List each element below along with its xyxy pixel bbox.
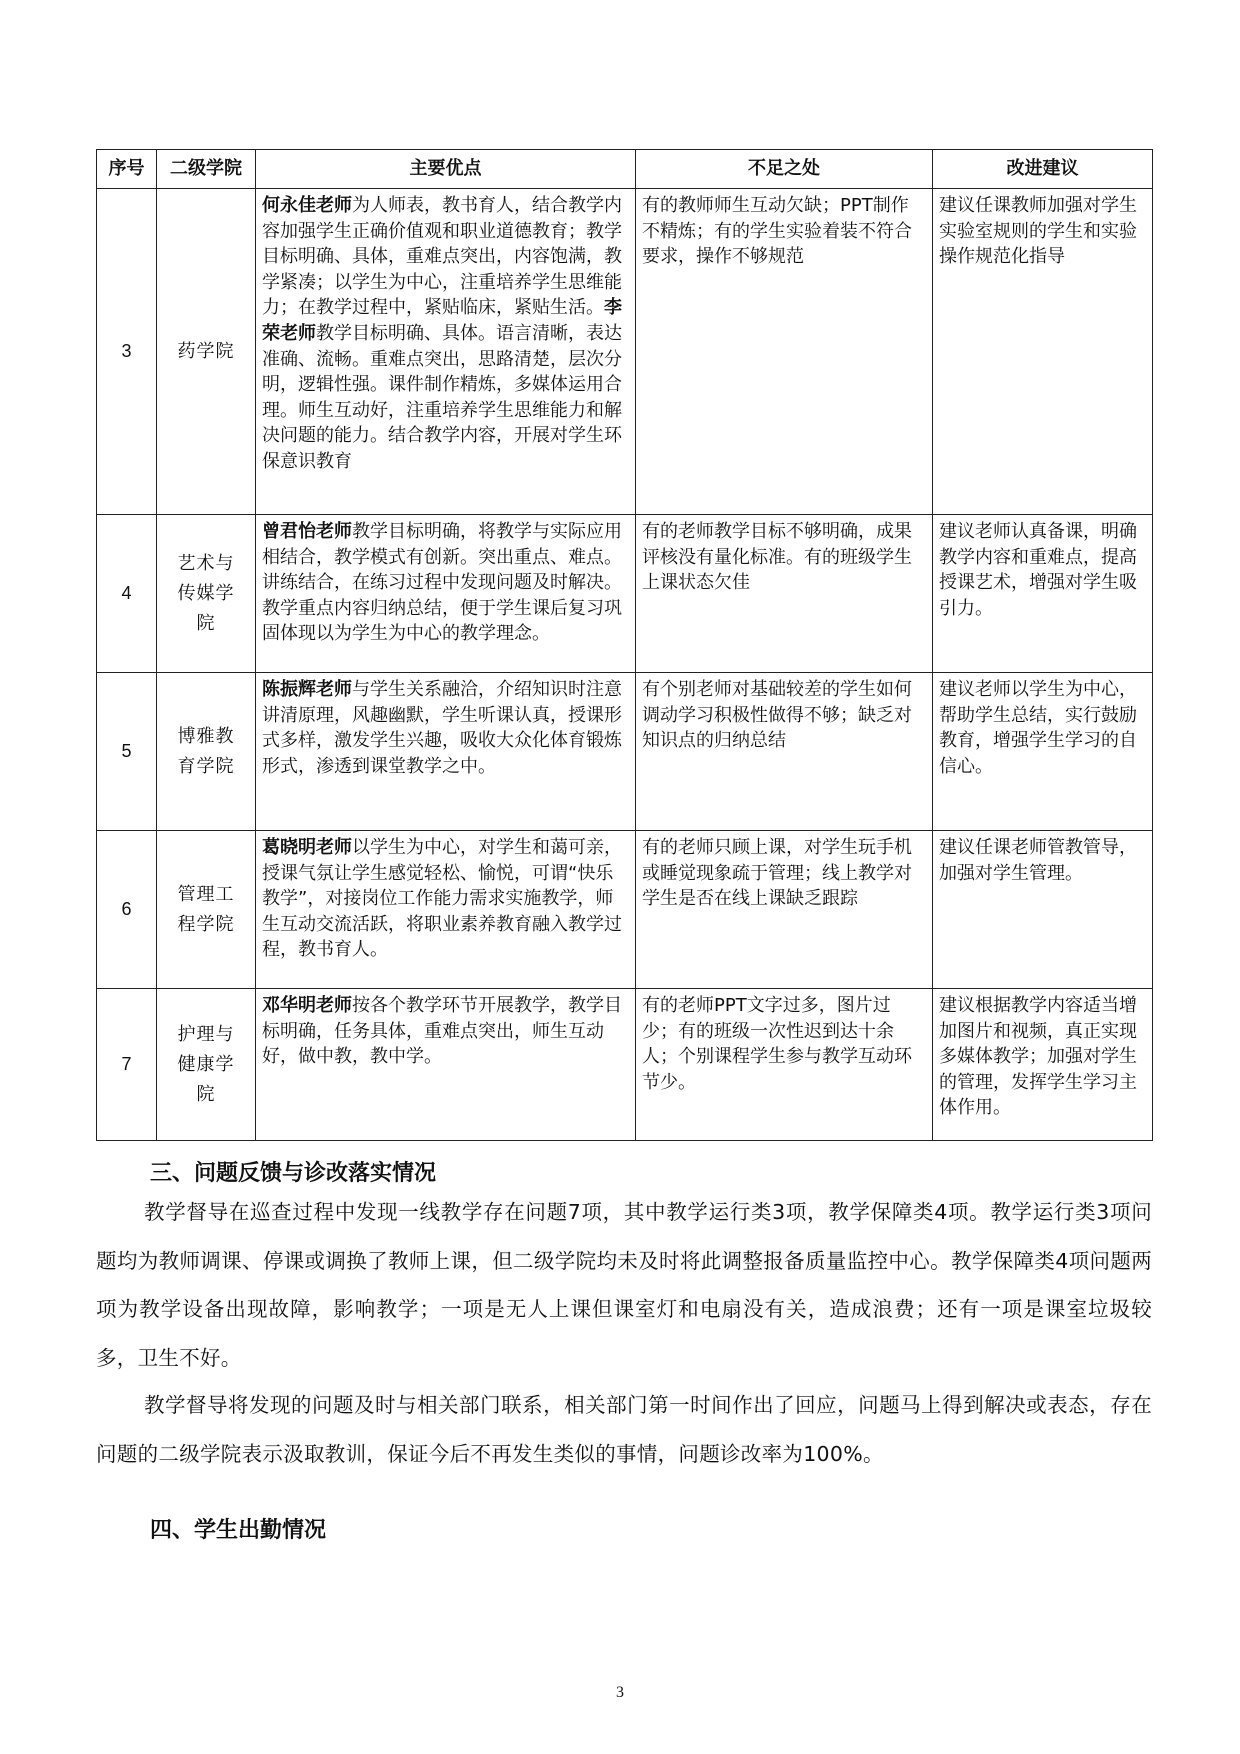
- teacher-name: 陈振辉老师: [262, 679, 352, 700]
- college-name: 管理工程学院: [157, 831, 256, 989]
- weaknesses-cell: 有的老师PPT文字过多，图片过少；有的班级一次性迟到达十余人；个别课程学生参与教学互动环节少。: [636, 989, 933, 1141]
- section3-heading: 三、问题反馈与诊改落实情况: [150, 1161, 437, 1186]
- weaknesses-cell: 有的老师教学目标不够明确，成果评核没有量化标准。有的班级学生上课状态欠佳: [636, 515, 933, 673]
- table-row: [97, 989, 1153, 1141]
- table-row: [97, 673, 1153, 831]
- strength-text: 按各个教学环节开展教学，教学目标明确，任务具体，重难点突出，师生互动好，做中教，教中学。: [262, 995, 622, 1068]
- teacher-name: 李荣老师: [262, 297, 622, 344]
- suggestions-cell: 建议老师认真备课，明确教学内容和重难点，提高授课艺术，增强对学生吸引力。: [933, 515, 1153, 673]
- college-name: 药学院: [157, 189, 256, 515]
- weaknesses-cell: 有个别老师对基础较差的学生如何调动学习积极性做得不够；缺乏对知识点的归纳总结: [636, 673, 933, 831]
- row-number: 7: [97, 989, 157, 1141]
- table-row: [97, 831, 1153, 989]
- weaknesses-cell: 有的教师师生互动欠缺；PPT制作不精炼；有的学生实验着装不符合要求，操作不够规范: [636, 189, 933, 515]
- college-name: 护理与健康学院: [157, 989, 256, 1141]
- suggestions-cell: 建议任课教师加强对学生实验室规则的学生和实验操作规范化指导: [933, 189, 1153, 515]
- strengths-cell: [256, 831, 636, 989]
- row-number: 6: [97, 831, 157, 989]
- header-college: 二级学院: [157, 150, 256, 189]
- section3-paragraph1: 教学督导在巡查过程中发现一线教学存在问题7项，其中教学运行类3项，教学保障类4项。教学运行类3项问题均为教师调课、停课或调换了教师上课，但二级学院均未及时将此调整报备质量监控中心。教学保障类4项问题两项为教学设备出现故障，影响教学；一项是无人上课但课室灯和电扇没有关，造成浪费；还有一项是课室垃圾较多，卫生不好。: [96, 1200, 1152, 1370]
- row-number: 4: [97, 515, 157, 673]
- table-row: [97, 189, 1153, 515]
- strengths-cell: [256, 515, 636, 673]
- evaluation-table: [96, 149, 1153, 1141]
- page-number: 3: [616, 1684, 624, 1701]
- strengths-cell: [256, 673, 636, 831]
- weaknesses-cell: 有的老师只顾上课，对学生玩手机或睡觉现象疏于管理；线上教学对学生是否在线上课缺乏跟踪: [636, 831, 933, 989]
- teacher-name: 邓华明老师: [262, 995, 352, 1016]
- strengths-cell: [256, 989, 636, 1141]
- strength-text: 教学目标明确，将教学与实际应用相结合，教学模式有创新。突出重点、难点。讲练结合，在练习过程中发现问题及时解决。教学重点内容归纳总结，便于学生课后复习巩固体现以为学生为中心的教学理念。: [262, 521, 622, 645]
- table-header-row: [97, 150, 1153, 189]
- strength-text: 教学目标明确、具体。语言清晰，表达准确、流畅。重难点突出，思路清楚，层次分明，逻辑性强。课件制作精炼，多媒体运用合理。师生互动好，注重培养学生思维能力和解决问题的能力。结合教学内容，开展对学生环保意识教育: [262, 322, 622, 472]
- row-number: 3: [97, 189, 157, 515]
- strength-text: 与学生关系融洽，介绍知识时注意讲清原理，风趣幽默，学生听课认真，授课形式多样，激发学生兴趣，吸收大众化体育锻炼形式，渗透到课堂教学之中。: [262, 679, 622, 777]
- strength-text: 以学生为中心，对学生和蔼可亲，授课气氛让学生感觉轻松、愉悦，可谓“快乐教学”，对接岗位工作能力需求实施教学，师生互动交流活跃，将职业素养教育融入教学过程，教书育人。: [262, 837, 622, 961]
- teacher-name: 何永佳老师: [262, 195, 352, 216]
- header-strengths: 主要优点: [256, 150, 636, 189]
- header-suggestions: 改进建议: [933, 150, 1153, 189]
- section4-heading: 四、学生出勤情况: [150, 1518, 327, 1543]
- section3-paragraph2: 教学督导将发现的问题及时与相关部门联系，相关部门第一时间作出了回应，问题马上得到解决或表态，存在问题的二级学院表示汲取教训，保证今后不再发生类似的事情，问题诊改率为100%。: [96, 1393, 1152, 1466]
- header-weaknesses: 不足之处: [636, 150, 933, 189]
- table-row: [97, 515, 1153, 673]
- header-number: 序号: [97, 150, 157, 189]
- college-name: 博雅教育学院: [157, 673, 256, 831]
- row-number: 5: [97, 673, 157, 831]
- strength-text: 为人师表，教书育人，结合教学内容加强学生正确价值观和职业道德教育；教学目标明确、具体，重难点突出，内容饱满，教学紧凑；以学生为中心，注重培养学生思维能力；在教学过程中，紧贴临床，紧贴生活。: [262, 195, 622, 319]
- suggestions-cell: 建议老师以学生为中心，帮助学生总结，实行鼓励教育，增强学生学习的自信心。: [933, 673, 1153, 831]
- strengths-cell: [256, 189, 636, 515]
- teacher-name: 曾君怡老师: [262, 521, 352, 542]
- teacher-name: 葛晓明老师: [262, 837, 352, 858]
- college-name: 艺术与传媒学院: [157, 515, 256, 673]
- suggestions-cell: 建议任课老师管教管导，加强对学生管理。: [933, 831, 1153, 989]
- suggestions-cell: 建议根据教学内容适当增加图片和视频，真正实现多媒体教学；加强对学生的管理，发挥学生学习主体作用。: [933, 989, 1153, 1141]
